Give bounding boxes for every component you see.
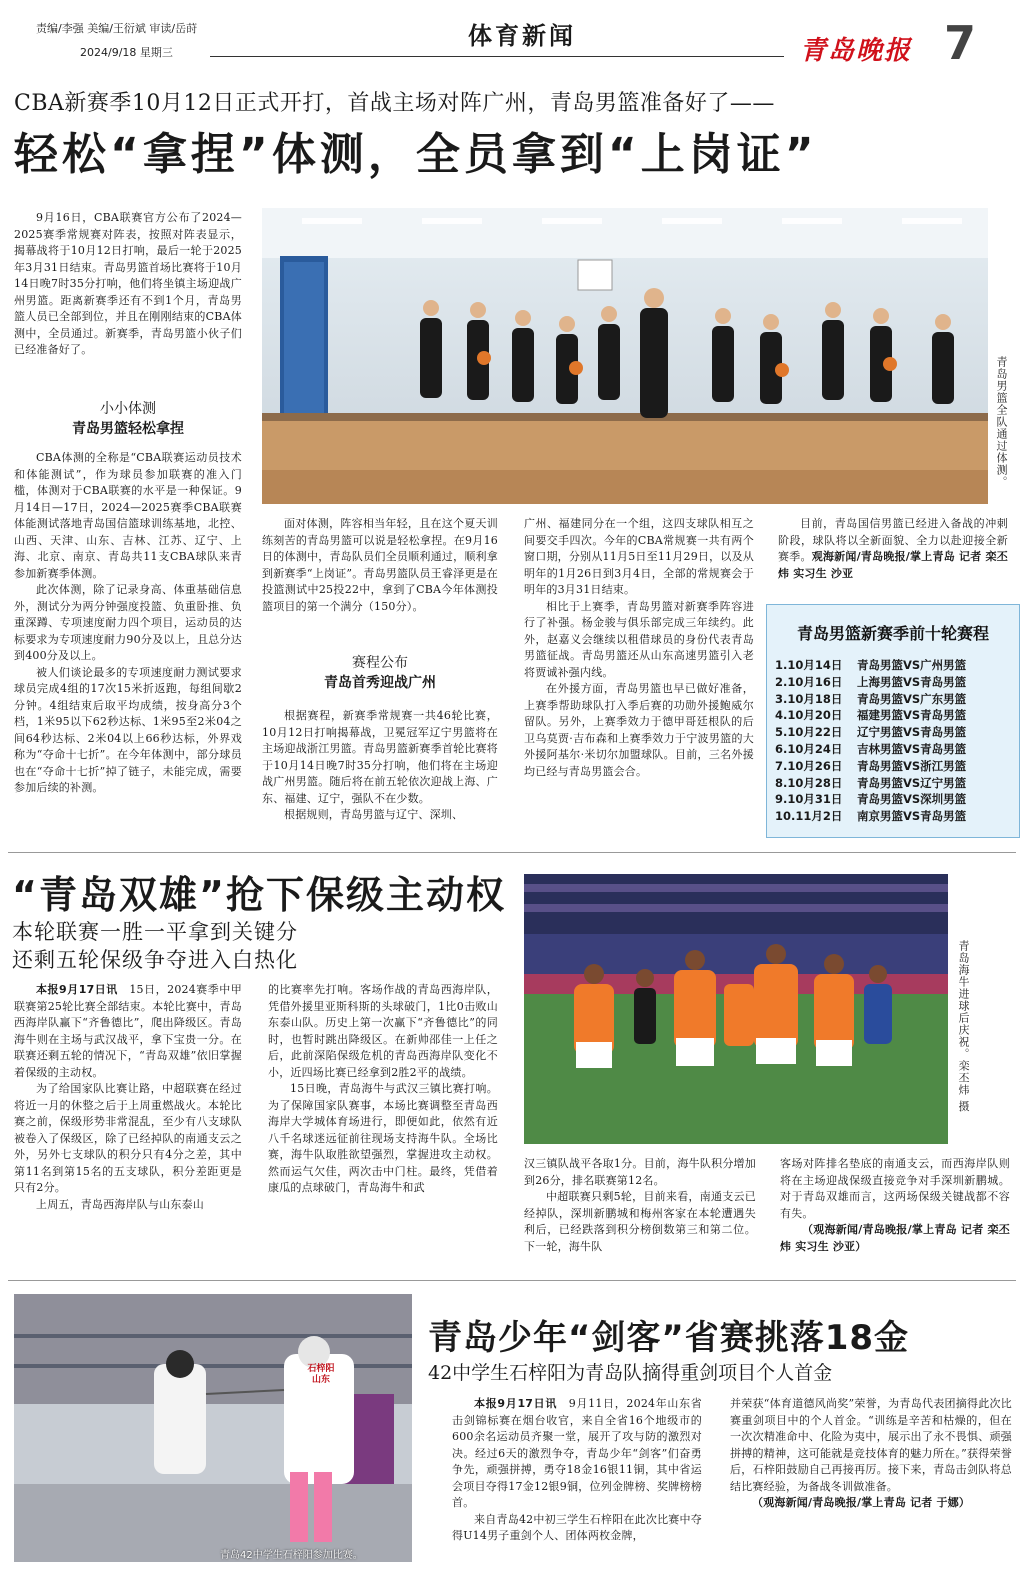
article2-col1: 本报9月17日讯 15日，2024赛季中甲联赛第25轮比赛全部结束。本轮比赛中，青岛西海岸队赢下“齐鲁德比”，爬出降级区。青岛海牛则在主场与武汉战平，拿下宝贵一分。在联赛还剩五轮的情况下，“青岛双雄”依旧掌握着保级的主动权。 为了给国家队比赛让路，中超联赛在经过将近一月的休整之后于上周重燃战火。本轮比赛之前，保级形势非常混乱，至少有八支球队被卷入了保级区，除了已经掉队的南通支云之外，另外七支球队的积分只有4分之差，其中第11名到第15名的五支球队，积分差距更是只有2分。 上周五，青岛西海岸队与山东泰山 <box>14 983 243 1211</box>
article3-col2: 并荣获“体育道德风尚奖”荣誉，为青岛代表团摘得此次比赛重剑项目中的个人首金。“训练是辛苦和枯燥的，但在一次次精准命中、化险为夷中，展示出了永不畏惧、顽强拼搏的精神，这可能就是竞技体育的魅力所在。”获得荣誉后，石梓阳鼓励自己再接再厉。接下来，青岛击剑队将总结比赛经验，为备战冬训做准备。 （观海新闻/青岛晚报/掌上青岛 记者 于娜） <box>730 1397 1012 1509</box>
article1-kicker: CBA新赛季10月12日正式开打，首战主场对阵广州，青岛男篮准备好了—— <box>14 91 775 116</box>
article2-col4: 客场对阵排名垫底的南通支云，而西海岸队则将在主场迎战保级直接竞争对手深圳新鹏城。对于青岛双雄而言，这两场保级关键战都不容有失。 （观海新闻/青岛晚报/掌上青岛 记者 栾丕炜 实习生 沙亚） <box>780 1157 1010 1253</box>
schedule-match: 青岛男篮VS深圳男篮 <box>857 792 967 807</box>
schedule-date: 10.11月2日 <box>775 809 843 824</box>
schedule-row <box>775 674 966 691</box>
schedule-box <box>766 604 1020 838</box>
subhead2-big: 青岛首秀迎战广州 <box>324 675 436 691</box>
schedule-match: 福建男篮VS青岛男篮 <box>857 708 967 723</box>
editor-credits: 责编/李强 美编/王衍斌 审读/岳莳 <box>36 22 198 35</box>
article1-col2-body2: 根据赛程，新赛季常规赛一共46轮比赛，10月12日打响揭幕战，卫冕冠军辽宁男篮将在主场迎战浙江男篮。青岛男篮新赛季首轮比赛将于10月14日晚7时35分打响，他们将在主场迎战广州男篮。随后将在前五轮依次迎战上海、广东、福建、辽宁，强队不在少数。 根据规则，青岛男篮与辽宁、深圳、 <box>262 709 498 821</box>
schedule-date: 3.10月18日 <box>775 691 843 706</box>
page-number: 7 <box>944 16 977 70</box>
schedule-date: 6.10月24日 <box>775 741 843 756</box>
masthead-logo: 青岛晚报 <box>800 36 913 66</box>
schedule-match: 南京男篮VS青岛男篮 <box>857 809 967 824</box>
article1-col3-body: 广州、福建同分在一个组，这四支球队相互之间要交手四次。今年的CBA常规赛一共有两个窗口期，分别从11月5日至11月29日，以及从明年的1月26日到3月4日，全部的常规赛会于明年的3月31日结束。 相比于上赛季，青岛男篮对新赛季阵容进行了补强。杨金骏与俱乐部完成三年续约。此外，赵嘉义会继续以租借球员的身份代表青岛男篮征战。青岛男篮还从山东高速男篮引入老将贾诚补强内线。 在外援方面，青岛男篮也早已做好准备，上赛季帮助球队打入季后赛的功勋外援鲍威尔留队。另外，上赛季效力于德甲哥廷根队的后卫乌莫贾·吉布森和上赛季效力于宁波男篮的大外援阿基尔·米切尔加盟球队。目前，三名外援均已经与青岛男篮会合。 <box>524 517 754 778</box>
football-photo-caption: 青岛海牛进球后庆祝。栾丕炜 摄 <box>957 940 970 1113</box>
schedule-match: 青岛男篮VS广东男篮 <box>857 691 967 706</box>
article3-col1: 本报9月17日讯 9月11日，2024年山东省击剑锦标赛在烟台收官，来自全省16个地级市的600余名运动员齐聚一堂，展开了攻与防的激烈对决。经过6天的激烈争夺，青岛少年“剑客”们奋勇争先，顽强拼搏，勇夺18金16银11铜，其中省运会项目夺得17金12银9铜，位列金牌榜、奖牌榜榜首。 来自青岛42中初三学生石梓阳在此次比赛中夺得U14男子重剑个人、团体两枚金牌， <box>452 1397 703 1542</box>
schedule-row <box>775 724 966 741</box>
schedule-date: 9.10月31日 <box>775 792 843 807</box>
section-divider-1 <box>8 852 1016 853</box>
section-divider-2 <box>8 1280 1016 1281</box>
article1-headline: 轻松“拿捏”体测，全员拿到“上岗证” <box>14 129 818 180</box>
schedule-match: 青岛男篮VS广州男篮 <box>857 658 967 672</box>
schedule-date: 5.10月22日 <box>775 725 843 740</box>
fencing-photo-caption: 青岛42中学生石梓阳参加比赛。 <box>220 1550 363 1561</box>
article2-dateline: 本报9月17日讯 <box>36 983 118 996</box>
schedule-row <box>775 691 966 708</box>
article2-col2: 的比赛率先打响。客场作战的青岛西海岸队，凭借外援里亚斯科斯的头球破门，1比0击败山东泰山队。历史上第一次赢下“齐鲁德比”的同时，也暂时跳出降级区。在新帅邵佳一上任之后，此前深陷保级危机的青岛西海岸队变化不小，近四场比赛已经拿到2胜2平的战绩。 15日晚，青岛海牛与武汉三镇比赛打响。为了保障国家队赛事，本场比赛调整至青岛西海岸大学城体育场进行，即便如此，依然有近八千名球迷远征前往现场支持海牛队。全场比赛，海牛队取胜欲望强烈，掌握进攻主动权。然而运气欠佳，两次击中门柱。最终，凭借着康瓜的点球破门，青岛海牛和武 <box>268 983 498 1194</box>
article3-deck: 42中学生石梓阳为青岛队摘得重剑项目个人首金 <box>428 1362 833 1384</box>
article1-intro: 9月16日，CBA联赛官方公布了2024—2025赛季常规赛对阵表，按照对阵表显示，揭幕战将于10月12日打响，最后一轮于2025年3月31日结束。青岛男篮首场比赛将于10月14日晚7时35分打响，他们将坐镇主场迎战广州男篮。距离新赛季还有不到1个月，青岛男篮人员已全部到位，并且在刚刚结束的CBA体测中，全员通过。新赛季，青岛男篮小伙子们已经准备好了。 <box>14 211 242 356</box>
subhead1-big: 青岛男篮轻松拿捏 <box>72 421 184 437</box>
basketball-photo-caption: 青岛男篮全队通过体测。 <box>995 356 1008 488</box>
article2-deck2: 还剩五轮保级争夺进入白热化 <box>12 948 298 972</box>
schedule-match: 青岛男篮VS辽宁男篮 <box>857 775 967 790</box>
article1-col4-body: 目前，青岛国信男篮已经进入备战的冲刺阶段，球队将以全新面貌、全力以赴迎接全新赛季。观海新闻/青岛晚报/掌上青岛 记者 栾丕炜 实习生 沙亚 <box>778 517 1008 580</box>
schedule-row <box>775 758 966 775</box>
schedule-date: 8.10月28日 <box>775 775 843 790</box>
issue-date: 2024/9/18 星期三 <box>80 46 173 59</box>
football-celebration-photo <box>524 874 948 1144</box>
section-title: 体育新闻 <box>468 22 576 50</box>
basketball-team-photo-art <box>262 208 988 504</box>
schedule-date: 1.10月14日 <box>775 658 843 672</box>
schedule-match: 上海男篮VS青岛男篮 <box>857 674 967 689</box>
schedule-title: 青岛男篮新赛季前十轮赛程 <box>796 624 989 643</box>
basketball-team-photo <box>262 208 988 504</box>
jersey-text: 石梓阳 山东 <box>307 1364 335 1385</box>
subhead1-small: 小小体测 <box>100 401 156 417</box>
schedule-row <box>775 657 966 674</box>
schedule-row <box>775 791 966 808</box>
schedule-match: 青岛男篮VS浙江男篮 <box>857 758 967 773</box>
schedule-match: 辽宁男篮VS青岛男篮 <box>857 725 967 740</box>
article1-col2-body: 面对体测，阵容相当年轻，且在这个夏天训练刻苦的青岛男篮可以说是轻松拿捏。在9月16日的体测中，青岛队员们全员顺利通过，顺利拿到新赛季“上岗证”。青岛男篮队员王睿泽更是在投篮测试中25投22中，拿到了CBA今年体测投篮项目的第一个满分（150分）。 <box>262 517 498 613</box>
fencing-photo <box>14 1294 412 1562</box>
article2-col3: 汉三镇队战平各取1分。目前，海牛队积分增加到26分，排名联赛第12名。 中超联赛只剩5轮，目前来看，南通支云已经掉队，深圳新鹏城和梅州客家在本轮遭遇失利后，已经跌落到积分榜倒数第三和第二位。下一轮，海牛队 <box>524 1157 756 1253</box>
article2-headline: “青岛双雄”抢下保级主动权 <box>12 873 506 917</box>
schedule-row <box>775 707 966 724</box>
schedule-match: 吉林男篮VS青岛男篮 <box>857 741 967 756</box>
fencing-photo-art <box>14 1294 412 1562</box>
schedule-row <box>775 775 966 792</box>
schedule-date: 2.10月16日 <box>775 674 843 689</box>
article3-dateline: 本报9月17日讯 <box>474 1397 558 1410</box>
schedule-list <box>775 657 966 825</box>
article1-col1-body: CBA体测的全称是“CBA联赛运动员技术和体能测试”，作为球员参加联赛的准入门槛，体测对于CBA联赛的水平是一种保证。9月14日—17日，2024—2025赛季CBA联赛体能测试落地青岛国信篮球训练基地，北控、山西、天津、山东、吉林、江苏、辽宁、上海、北京、南京、青岛共11支CBA球队来青参加新赛季体测。 此次体测，除了记录身高、体重基础信息外，测试分为两分钟强度投篮、负重卧推、负重深蹲、专项速度耐力四个项目，运动员的达标要求为专项速度耐力90分及以上，且总分达到400分及以上。 被人们谈论最多的专项速度耐力测试要求球员完成4组的17次15米折返跑，每组间歇2分钟。4组结束后取平均成绩，按身高分3个档，1米95以下62秒达标、1米95至2米04之间64秒达标、2米04以上66秒达标，外界戏称为“夺命十七折”。在今年体测中，部分球员也在“夺命十七折”掉了链子，未能完成，需要参加后续的补测。 <box>14 451 242 794</box>
schedule-row <box>775 808 966 825</box>
article3-headline: 青岛少年“剑客”省赛挑落18金 <box>428 1318 910 1358</box>
football-photo-art <box>524 874 948 1144</box>
article2-deck1: 本轮联赛一胜一平拿到关键分 <box>12 920 298 944</box>
header-rule <box>210 56 784 57</box>
subhead2-small: 赛程公布 <box>352 655 408 671</box>
schedule-date: 7.10月26日 <box>775 758 843 773</box>
schedule-date: 4.10月20日 <box>775 708 843 723</box>
schedule-row <box>775 741 966 758</box>
